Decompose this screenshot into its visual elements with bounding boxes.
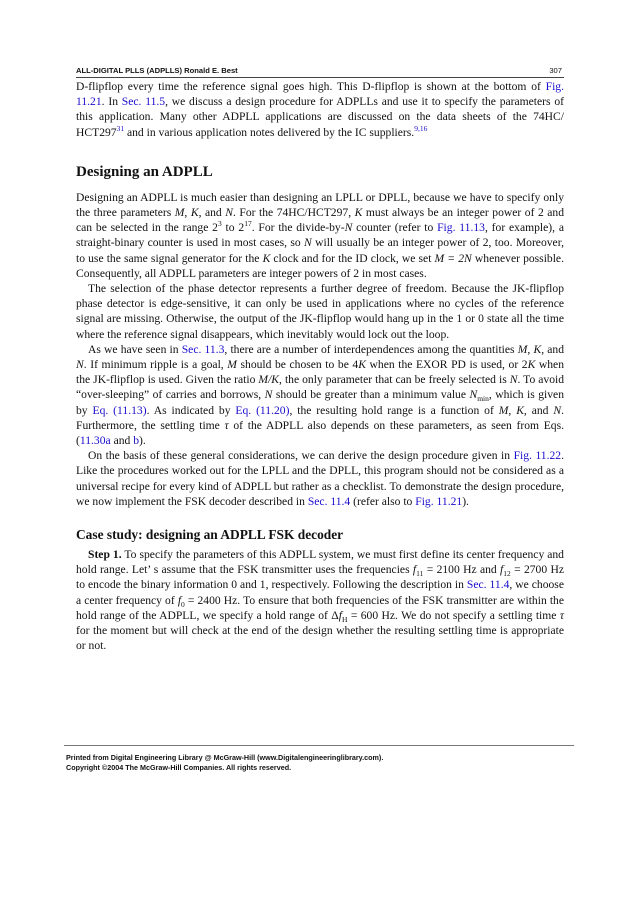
paragraph: The selection of the phase detector represents a further degree of freedom. Because the JK-flipflop phase detector is edge-sensitive, it can only be used in applications where no cycles of the reference signal are missing. Otherwise, the output of the JK-flipflop would hang up in the 1 or 0 state all the time where the reference signal disappears, which inevitably would lock out the loop. <box>76 282 564 341</box>
figure-link[interactable]: Fig. 11.21 <box>76 80 564 109</box>
paragraph: On the basis of these general considerations, we can derive the design procedure given in Fig. 11.22. Like the procedures worked out for the LPLL and the DPLL, this program should not be considered as a universal recipe for every kind of ADPLL but rather as a checklist. To demonstrate the design procedure, we now implement the FSK decoder described in Sec. 11.4 (refer also to Fig. 11.21). <box>76 449 565 508</box>
paragraph: As we have seen in Sec. 11.3, there are a number of interdependences among the quantities M, K, and N. If minimum ripple is a goal, M should be chosen to be 4K when the EXOR PD is used, or 2K when the JK-flipflop is used. Given the ratio M/K, the only parameter that can be freely selected is N. To avoid “over-sleeping” of carries and borrows, N should be greater than a minimum value $N_{min}$, which is given by Eq. (11.13). As indicated by Eq. (11.20), the resulting hold range is a function of M, K, and N. Furthermore, the settling time τ of the ADPLL also depends on these parameters, as seen from Eqs. (11.30a and b). <box>76 342 565 448</box>
body-text <box>76 79 564 654</box>
equation-link[interactable]: b <box>133 434 140 448</box>
figure-link[interactable]: Fig. 11.21 <box>415 494 463 508</box>
footer-rule <box>64 745 574 746</box>
section-heading: Designing an ADPLL <box>76 163 213 180</box>
figure-link[interactable]: Fig. 11.13 <box>437 221 485 235</box>
paragraph-step-1: Step 1. To specify the parameters of this ADPLL system, we must first define its center frequency and hold range. Let’ s assume that the FSK transmitter uses the frequencies $f_{11} = 2100$ Hz and $f_{12} = 2700$ Hz to encode the binary information 0 and 1, respectively. Following the description in Sec. 11.4, we choose a center frequency of $f_0 = 2400$ Hz. To ensure that both frequencies of the FSK transmitter are within the hold range of the ADPLL, we specify a hold range of $\Delta f_H = 600$ Hz. We do not specify a settling time τ for the moment but will check at the end of the design whether the resulting settling time is appropriate or not. <box>76 548 564 653</box>
section-link[interactable]: Sec. 11.3 <box>181 342 225 356</box>
equation-link[interactable]: Eq. (11.13) <box>92 403 147 417</box>
citation-link[interactable]: 9,16 <box>414 123 428 133</box>
footer <box>66 753 566 773</box>
header-rule <box>76 77 564 78</box>
step-label: Step 1. <box>88 548 122 562</box>
paragraph-intro: D-flipflop every time the reference signal goes high. This D-flipflop is shown at the bottom of Fig. 11.21. In Sec. 11.5, we discuss a design procedure for ADPLLs and use it to specify the parameters of this application. Many other ADPLL applications are discussed on the data sheets of the 74HC/ $HCT297^{31}$ and in various application notes delivered by the IC suppliers.$^{9,16}$ <box>76 80 564 139</box>
citation-link[interactable]: 31 <box>116 123 125 133</box>
page-number: 307 <box>549 66 562 75</box>
section-link[interactable]: Sec. 11.4 <box>307 494 351 508</box>
subsection-heading: Case study: designing an ADPLL FSK decoder <box>76 527 344 543</box>
equation-link[interactable]: 11.30a <box>79 434 111 448</box>
section-link[interactable]: Sec. 11.4 <box>466 578 510 592</box>
running-header <box>76 64 562 78</box>
running-title: ALL-DIGITAL PLLS (ADPLLS) Ronald E. Best <box>76 66 238 75</box>
paragraph: Designing an ADPLL is much easier than designing an LPLL or DPLL, because we have to specify only the three parameters M, K, and N. For the 74HC/HCT297, K must always be an integer power of 2 and can be selected in the range $2^3$ to $2^{17}$. For the divide-by-N counter (refer to Fig. 11.13, for example), a straight-binary counter is used in most cases, so N will usually be an integer power of 2, too. Moreover, to use the same signal generator for the K clock and for the ID clock, we set M = 2N whenever possible. Consequently, all ADPLL parameters are integer powers of 2 in most cases. <box>76 190 564 280</box>
footer-line-2: Copyright ©2004 The McGraw-Hill Companies. All rights reserved. <box>66 763 292 772</box>
figure-link[interactable]: Fig. 11.22 <box>513 449 562 463</box>
equation-link[interactable]: Eq. (11.20) <box>235 403 290 417</box>
section-link[interactable]: Sec. 11.5 <box>121 95 166 109</box>
footer-line-1: Printed from Digital Engineering Library @ McGraw-Hill (www.Digitalengineeringlibrary.com). <box>66 753 384 762</box>
